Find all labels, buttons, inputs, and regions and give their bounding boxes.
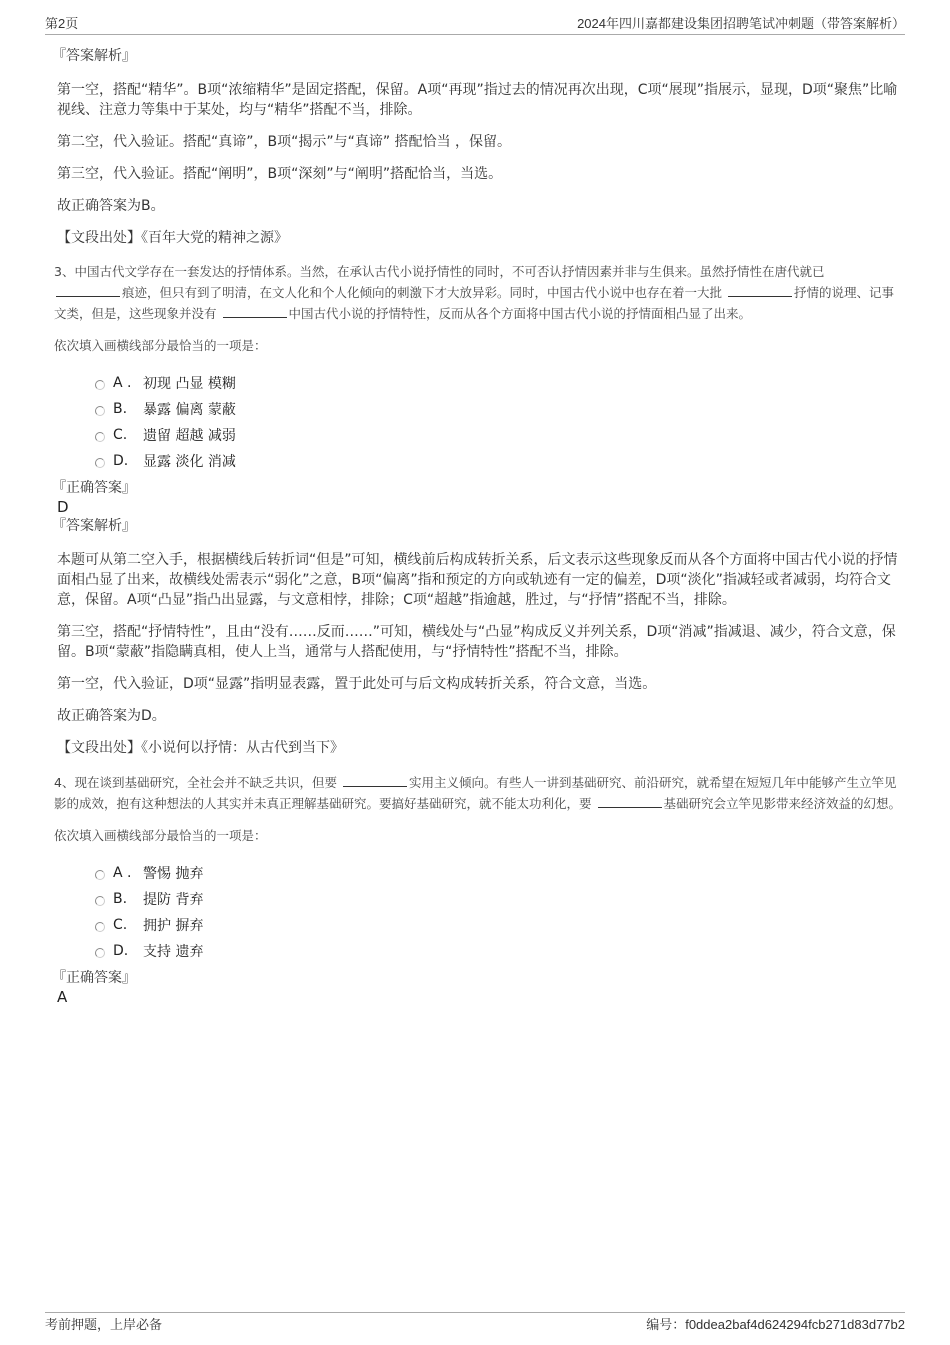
blank-2 <box>728 282 792 297</box>
analysis-label: 『答案解析』 <box>52 48 136 64</box>
correct-answer-value: D <box>57 498 69 516</box>
passage-source: 【文段出处】《百年大党的精神之源》 <box>57 230 288 246</box>
document-id: 编号：f0ddea2baf4d624294fcb271d83d77b2 <box>646 1317 905 1332</box>
page-header <box>45 12 905 35</box>
blank-3 <box>223 303 287 318</box>
option-c[interactable]: C. 遗留 超越 减弱 <box>95 422 902 448</box>
correct-answer-label: 『正确答案』 <box>52 480 136 496</box>
blank-1 <box>343 772 407 787</box>
radio-button[interactable] <box>95 896 105 906</box>
question-prompt: 依次填入画横线部分最恰当的一项是： <box>54 828 267 843</box>
radio-button[interactable] <box>95 406 105 416</box>
option-d[interactable]: D. 支持 遗弃 <box>95 938 902 964</box>
radio-button[interactable] <box>95 948 105 958</box>
page-content <box>52 46 902 1006</box>
blank-1 <box>56 282 120 297</box>
page-number: 第2页 <box>45 16 79 31</box>
analysis-paragraph: 第三空，搭配“抒情特性”，且由“没有……反而……”可知，横线处与“凸显”构成反义并列关系，D项“消减”指减退、减少，符合文意，保留。B项“蒙蔽”指隐瞒真相，使人上当，通常与人搭配使用，与“抒情特性”搭配不当，排除。 <box>57 624 896 660</box>
correct-answer-label: 『正确答案』 <box>52 970 136 986</box>
page-footer <box>45 1312 905 1334</box>
analysis-paragraph: 第二空，代入验证。搭配“真谛”，B项“揭示”与“真谛” 搭配恰当 ，保留。 <box>57 134 512 150</box>
question-4 <box>52 772 902 1006</box>
option-b[interactable]: B. 暴露 偏离 蒙蔽 <box>95 396 902 422</box>
radio-button[interactable] <box>95 922 105 932</box>
question-prompt: 依次填入画横线部分最恰当的一项是： <box>54 338 267 353</box>
option-d[interactable]: D. 显露 淡化 消减 <box>95 448 902 474</box>
radio-button[interactable] <box>95 380 105 390</box>
footer-slogan: 考前押题，上岸必备 <box>45 1317 163 1332</box>
blank-2 <box>598 793 662 808</box>
correct-answer-value: A <box>57 988 68 1006</box>
option-c[interactable]: C. 拥护 摒弃 <box>95 912 902 938</box>
analysis-paragraph: 第一空，代入验证，D项“显露”指明显表露，置于此处可与后文构成转折关系，符合文意，当选。 <box>57 676 657 692</box>
document-title: 2024年四川嘉都建设集团招聘笔试冲刺题（带答案解析） <box>577 16 905 31</box>
radio-button[interactable] <box>95 870 105 880</box>
option-a[interactable]: A . 初现 凸显 模糊 <box>95 370 902 396</box>
option-list <box>95 860 902 964</box>
analysis-label: 『答案解析』 <box>52 518 136 534</box>
radio-button[interactable] <box>95 458 105 468</box>
option-b[interactable]: B. 提防 背弃 <box>95 886 902 912</box>
question-stem: 4、现在谈到基础研究，全社会并不缺乏共识，但要 实用主义倾向。有些人一讲到基础研究、前沿研究，就希望在短短几年中能够产生立竿见影的成效，抱有这种想法的人其实并未真正理解基础研究。要搞好基础研究，就不能太功利化，要 基础研究会立竿见影带来经济效益的幻想。 <box>54 772 902 814</box>
final-answer-statement: 故正确答案为B。 <box>57 198 165 214</box>
analysis-paragraph: 本题可从第二空入手，根据横线后转折词“但是”可知，横线前后构成转折关系，后文表示这些现象反而从各个方面将中国古代小说的抒情面相凸显了出来，故横线处需表示“弱化”之意，B项“偏离”指和预定的方向或轨迹有一定的偏差，D项“淡化”指减轻或者减弱，均符合文意，保留。A项“凸显”指凸出显露，与文意相悖，排除；C项“超越”指逾越，胜过，与“抒情”搭配不当，排除。 <box>57 552 898 608</box>
analysis-paragraph: 第三空，代入验证。搭配“阐明”，B项“深刻”与“阐明”搭配恰当，当选。 <box>57 166 503 182</box>
question-stem: 3、中国古代文学存在一套发达的抒情体系。当然，在承认古代小说抒情性的同时，不可否认抒情因素并非与生俱来。虽然抒情性在唐代就已 痕迹，但只有到了明清，在文人化和个人化倾向的刺激下才大放异彩。同时，中国古代小说中也存在着一大批 抒情的说理、记事文类，但是，这些现象并没有 中国古代小说的抒情特性，反而从各个方面将中国古代小说的抒情面相凸显了出来。 <box>54 264 895 321</box>
question-3 <box>52 262 902 758</box>
final-answer-statement: 故正确答案为D。 <box>57 708 166 724</box>
radio-button[interactable] <box>95 432 105 442</box>
prev-question-analysis <box>52 46 902 248</box>
option-a[interactable]: A . 警惕 抛弃 <box>95 860 902 886</box>
analysis-paragraph: 第一空，搭配“精华”。B项“浓缩精华”是固定搭配，保留。A项“再现”指过去的情况再次出现，C项“展现”指展示，显现，D项“聚焦”比喻视线、注意力等集中于某处，均与“精华”搭配不当，排除。 <box>57 82 898 118</box>
option-list <box>95 370 902 474</box>
passage-source: 【文段出处】《小说何以抒情：从古代到当下》 <box>57 740 344 756</box>
